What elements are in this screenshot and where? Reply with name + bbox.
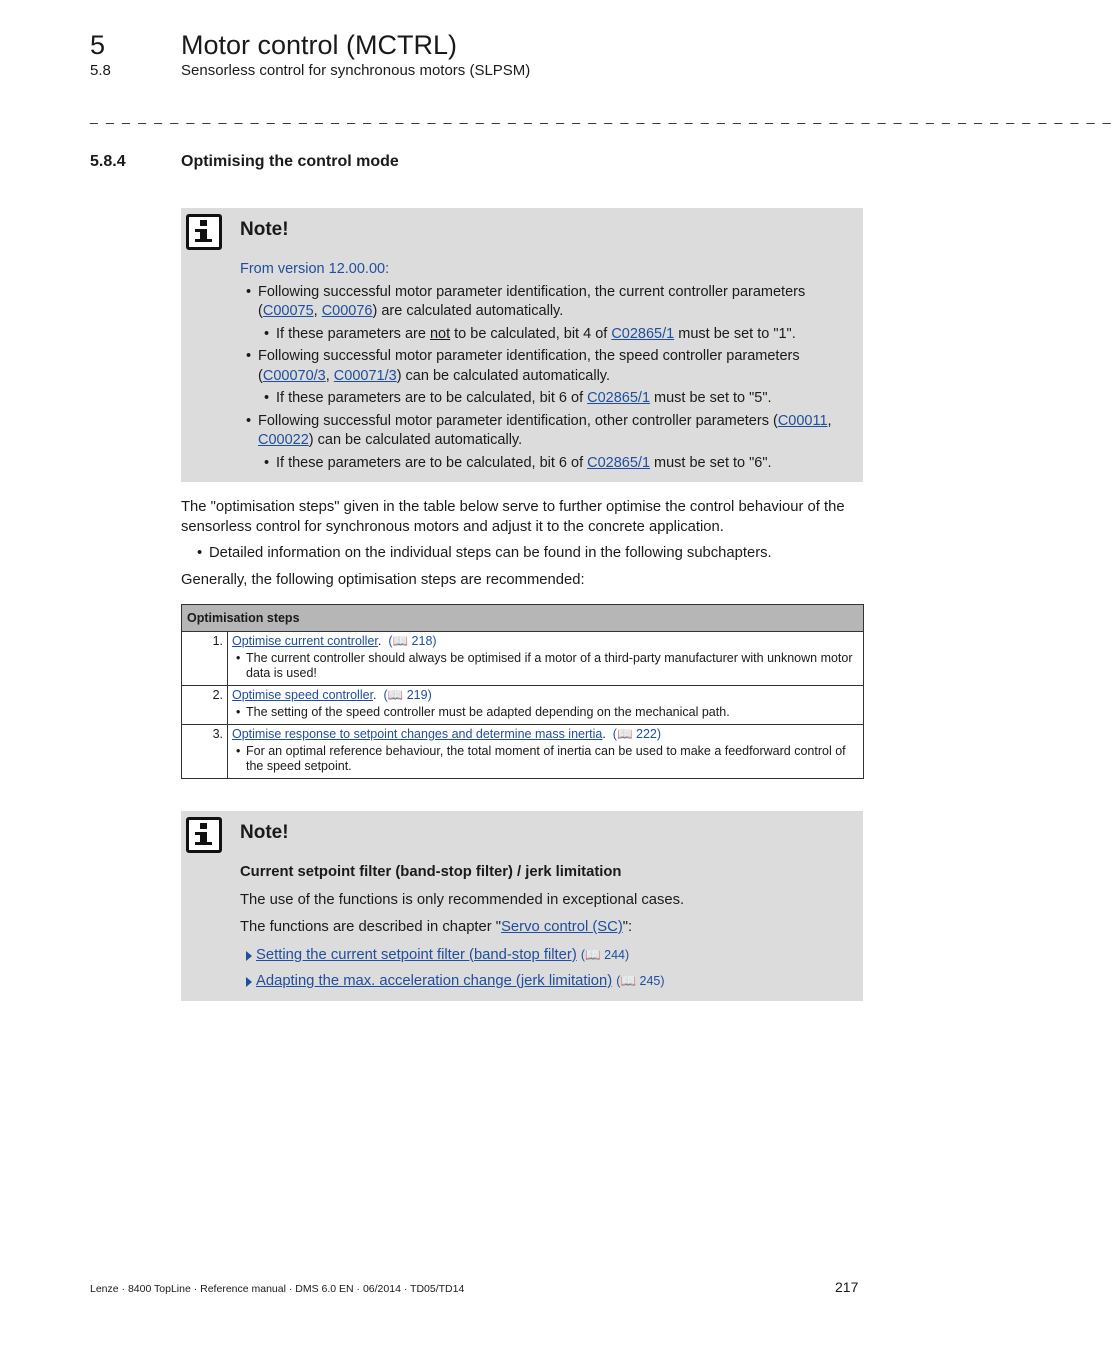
table-row [182, 632, 864, 686]
book-icon: 📖 [387, 688, 404, 702]
step-number: 1. [182, 632, 228, 686]
step-description: • For an optimal reference behaviour, the total moment of inertia can be used to make a feedforward control of the speed setpoint. [232, 744, 859, 774]
step-cell: Optimise speed controller. (📖 219) • The setting of the speed controller must be adapted depending on the mechanical path. [228, 686, 864, 725]
chapter-number: 5 [90, 30, 106, 60]
step-cell: Optimise response to setpoint changes and determine mass inertia. (📖 222) • For an optimal reference behaviour, the total moment of inertia can be used to make a feedforward control of the speed setpoint. [228, 725, 864, 779]
recommend-paragraph: Generally, the following optimisation steps are recommended: [181, 572, 585, 588]
link-c00011[interactable]: C00011 [777, 412, 828, 429]
intro-paragraph: The "optimisation steps" given in the table below serve to further optimise the control behaviour of the sensorless control for synchronous motors and adjust it to the concrete application. [181, 499, 845, 535]
link-c00071-3[interactable]: C00071/3 [333, 367, 397, 384]
link-c00075[interactable]: C00075 [262, 303, 314, 319]
step-cell: Optimise current controller. (📖 218) • The current controller should always be optimised if a motor of a third-party manufacturer with unknown motor data is used! [228, 632, 864, 686]
link-c00070-3[interactable]: C00070/3 [262, 367, 326, 384]
table-row [182, 725, 864, 779]
subsection-number: 5.8.4 [90, 153, 126, 170]
step-description: • The setting of the speed controller must be adapted depending on the mechanical path. [232, 705, 859, 720]
triangle-right-icon [246, 951, 252, 961]
table-header: Optimisation steps [182, 605, 864, 632]
page-number: 217 [835, 1279, 859, 1295]
link-c02865-1[interactable]: C02865/1 [587, 454, 651, 471]
info-bullet: • Detailed information on the individual steps can be found in the following subchapters. [181, 544, 865, 567]
book-icon: 📖 [616, 727, 633, 741]
note-line: The functions are described in chapter "Servo control (SC)": [240, 919, 633, 935]
note-box-version [181, 208, 863, 482]
link-c02865-1[interactable]: C02865/1 [587, 390, 651, 406]
book-icon: 📖 [585, 947, 601, 962]
version-link[interactable]: From version 12.00.00: [240, 261, 390, 277]
list-item: • If these parameters are not to be calculated, bit 4 of C02865/1 must be set to "1". [240, 325, 852, 345]
table-row [182, 686, 864, 725]
link-current-setpoint-filter[interactable]: Setting the current setpoint filter (band-stop filter) [256, 946, 577, 963]
link-c00076[interactable]: C00076 [321, 303, 373, 319]
header-separator: _ _ _ _ _ _ _ _ _ _ _ _ _ _ _ _ _ _ _ _ _ _ _ _ _ _ _ _ _ _ _ _ _ _ _ _ _ _ _ _ _ _ _ _ _ _ _ _ _ _ _ _ _ _ _ _ _ _ _ _ _ _ _ _ [90, 108, 1113, 124]
optimisation-steps-table [181, 604, 864, 779]
table-header-row [182, 605, 864, 632]
info-icon [186, 214, 222, 250]
note-body [240, 863, 852, 999]
note-body [240, 260, 852, 476]
info-icon [186, 817, 222, 853]
note-heading: Note! [240, 822, 289, 843]
list-item: Adapting the max. acceleration change (jerk limitation) (📖 245) [240, 972, 852, 992]
list-item: Setting the current setpoint filter (band-stop filter) (📖 244) [240, 946, 852, 966]
link-optimise-setpoint-response[interactable]: Optimise response to setpoint changes and determine mass inertia [232, 727, 603, 741]
step-number: 2. [182, 686, 228, 725]
list-item: • Following successful motor parameter identification, the speed controller parameters (C00070/3, C00071/3) can be calculated automatically. [240, 347, 852, 386]
book-icon: 📖 [620, 974, 637, 988]
note-subheading: Current setpoint filter (band-stop filter) / jerk limitation [240, 864, 622, 880]
list-item: • If these parameters are to be calculated, bit 6 of C02865/1 must be set to "6". [240, 454, 852, 474]
link-jerk-limitation[interactable]: Adapting the max. acceleration change (jerk limitation) [256, 973, 613, 989]
section-number: 5.8 [90, 62, 111, 79]
link-c02865-1[interactable]: C02865/1 [611, 325, 675, 342]
step-number: 3. [182, 725, 228, 779]
link-c00022[interactable]: C00022 [258, 432, 309, 448]
footer-text: Lenze · 8400 TopLine · Reference manual · DMS 6.0 EN · 06/2014 · TD05/TD14 [90, 1283, 465, 1295]
subsection-title: Optimising the control mode [181, 153, 399, 170]
book-icon: 📖 [392, 634, 409, 648]
note-line: The use of the functions is only recommended in exceptional cases. [240, 891, 685, 908]
note-heading: Note! [240, 219, 289, 240]
list-item: • Following successful motor parameter identification, the current controller parameters (C00075, C00076) are calculated automatically. [240, 283, 852, 322]
triangle-right-icon [246, 977, 252, 987]
link-optimise-speed-controller[interactable]: Optimise speed controller [232, 688, 374, 702]
list-item: • Following successful motor parameter identification, other controller parameters (C00011, C00022) can be calculated automatically. [240, 412, 852, 451]
list-item: • If these parameters are to be calculated, bit 6 of C02865/1 must be set to "5". [240, 389, 852, 409]
note-box-filter [181, 811, 863, 1001]
section-title: Sensorless control for synchronous motors (SLPSM) [181, 62, 531, 79]
step-description: • The current controller should always be optimised if a motor of a third-party manufacturer with unknown motor data is used! [232, 651, 859, 681]
link-servo-control[interactable]: Servo control (SC) [501, 919, 623, 935]
note-bullet-list [240, 283, 852, 474]
chapter-title: Motor control (MCTRL) [181, 30, 458, 60]
link-optimise-current-controller[interactable]: Optimise current controller [232, 634, 378, 648]
